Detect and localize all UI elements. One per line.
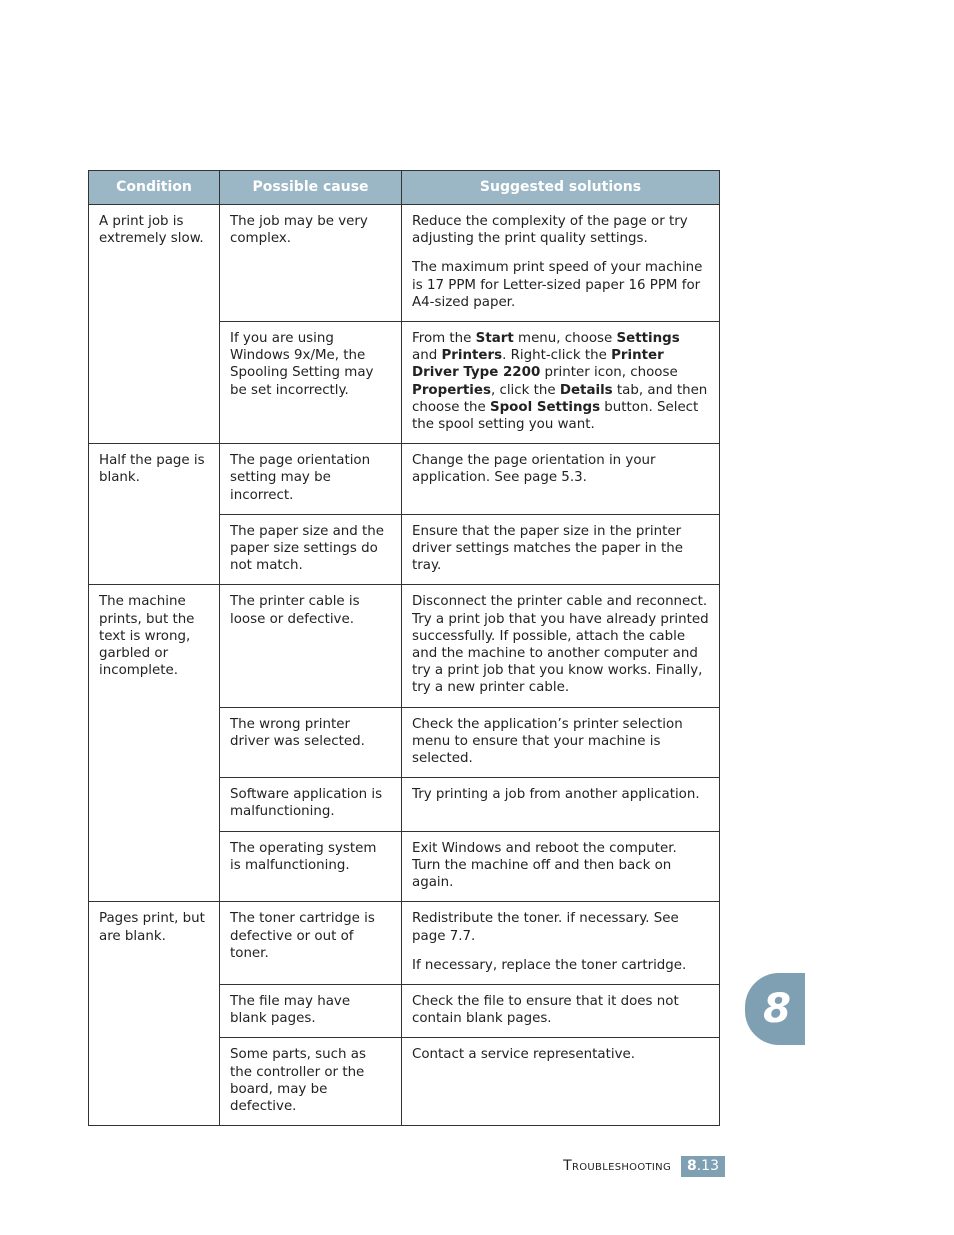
solution-cell — [402, 1038, 720, 1126]
solution-bold-term: Properties — [412, 382, 491, 398]
solution-bold-term: Printer Driver Type 2200 — [412, 348, 664, 381]
solution-text: Reduce the complexity of the page or try adjusting the print quality settings. — [412, 214, 688, 247]
solution-cell — [402, 514, 720, 585]
table-row — [89, 205, 720, 322]
page-number: .13 — [696, 1158, 719, 1174]
solution-paragraph — [412, 993, 709, 1027]
solution-paragraph — [412, 786, 709, 803]
solution-text: Check the application’s printer selection menu to ensure that your machine is selected. — [412, 716, 683, 767]
solution-paragraph — [412, 523, 709, 575]
cause-cell: The toner cartridge is defective or out of toner. — [220, 902, 402, 985]
solution-text: menu, choose — [513, 331, 617, 347]
solution-text: Disconnect the printer cable and reconnect. Try a print job that you have already printed successfully. If possible, attach the cable and the machine to another computer and try a print job that you know works. Finally, try a new printer cable. — [412, 594, 709, 696]
solution-text: Check the file to ensure that it does not contain blank pages. — [412, 993, 679, 1027]
solution-text: Ensure that the paper size in the printer driver settings matches the paper in the tray. — [412, 523, 684, 574]
condition-cell: The machine prints, but the text is wrong, garbled or incomplete. — [89, 585, 220, 902]
solution-paragraph — [412, 910, 709, 944]
page-chapter: 8 — [686, 1158, 697, 1174]
solution-cell — [402, 984, 720, 1037]
solution-text: Change the page orientation in your application. See page 5.3. — [412, 453, 656, 486]
solution-paragraph — [412, 1046, 709, 1063]
cause-cell: The file may have blank pages. — [220, 984, 402, 1037]
solution-text: tab, and then choose the — [412, 382, 708, 415]
cause-cell: Software application is malfunctioning. — [220, 778, 402, 831]
header-possible-cause: Possible cause — [220, 171, 402, 205]
solution-cell — [402, 778, 720, 831]
solution-text: Exit Windows and reboot the computer. Turn the machine off and then back on again. — [412, 840, 677, 891]
solution-cell — [402, 902, 720, 985]
solution-cell — [402, 585, 720, 707]
solution-paragraph — [412, 840, 709, 892]
cause-cell: Some parts, such as the controller or the board, may be defective. — [220, 1038, 402, 1126]
condition-cell: A print job is extremely slow. — [89, 205, 220, 444]
cause-cell: The printer cable is loose or defective. — [220, 585, 402, 707]
cause-cell: The job may be very complex. — [220, 205, 402, 322]
chapter-tab — [745, 973, 805, 1045]
footer-section-title: Troubleshooting — [563, 1158, 671, 1174]
table-row — [89, 902, 720, 985]
solution-text: button. Select the spool setting you want. — [412, 399, 699, 433]
table-row — [89, 444, 720, 515]
solution-paragraph — [412, 593, 709, 696]
solution-cell — [402, 444, 720, 515]
solution-paragraph — [412, 716, 709, 768]
chapter-tab-number: 8 — [763, 986, 791, 1032]
solution-paragraph — [412, 259, 709, 311]
solution-cell — [402, 707, 720, 778]
solution-bold-term: Details — [559, 382, 613, 398]
solution-text: Try printing a job from another application. — [412, 787, 700, 803]
cause-cell: The operating system is malfunctioning. — [220, 831, 402, 902]
solution-text: The maximum print speed of your machine is 17 PPM for Letter-sized paper 16 PPM for A4-sized paper. — [412, 260, 703, 310]
solution-paragraph — [412, 452, 709, 486]
solution-bold-term: Start — [475, 331, 514, 347]
header-condition: Condition — [89, 171, 220, 205]
solution-cell — [402, 322, 720, 444]
solution-text: If necessary, replace the toner cartridge. — [412, 957, 687, 973]
table-header-row — [89, 171, 720, 205]
table-row — [89, 585, 720, 707]
solution-paragraph — [412, 213, 709, 247]
solution-paragraph — [412, 957, 709, 974]
solution-text: Contact a service representative. — [412, 1047, 635, 1063]
solution-text: From the — [412, 331, 476, 347]
header-suggested-solutions: Suggested solutions — [402, 171, 720, 205]
solution-cell — [402, 831, 720, 902]
solution-bold-term: Spool Settings — [489, 399, 601, 415]
cause-cell: The paper size and the paper size settings do not match. — [220, 514, 402, 585]
page-number-badge — [681, 1156, 725, 1177]
solution-text: printer icon, choose — [540, 365, 678, 381]
cause-cell: The wrong printer driver was selected. — [220, 707, 402, 778]
troubleshooting-table — [88, 170, 720, 1126]
condition-cell: Half the page is blank. — [89, 444, 220, 585]
solution-text: . Right-click the — [502, 348, 612, 364]
solution-bold-term: Printers — [441, 348, 503, 364]
solution-cell — [402, 205, 720, 322]
condition-cell: Pages print, but are blank. — [89, 902, 220, 1126]
solution-text: and — [412, 348, 442, 364]
cause-cell: If you are using Windows 9x/Me, the Spooling Setting may be set incorrectly. — [220, 322, 402, 444]
solution-paragraph — [412, 330, 709, 433]
solution-text: , click the — [490, 382, 560, 398]
table-body — [89, 205, 720, 1126]
cause-cell: The page orientation setting may be incorrect. — [220, 444, 402, 515]
solution-bold-term: Settings — [616, 331, 680, 347]
solution-text: Redistribute the toner. if necessary. See page 7.7. — [412, 911, 679, 944]
